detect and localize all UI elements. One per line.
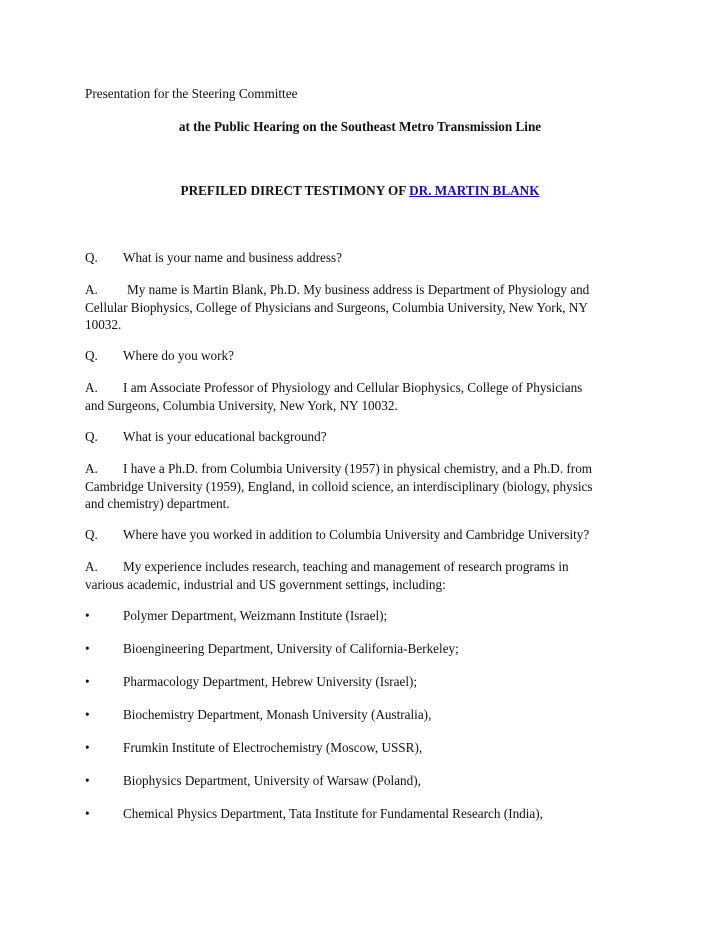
question-label: Q.: [85, 429, 98, 444]
list-item-text: Polymer Department, Weizmann Institute (Israel);: [123, 608, 388, 623]
answer-label: A.: [85, 282, 98, 297]
bullet-glyph: •: [85, 740, 90, 755]
answer-line: Cellular Biophysics, College of Physicians and Surgeons, Columbia University, New York, NY: [85, 299, 588, 315]
header-line-1: Presentation for the Steering Committee: [85, 86, 298, 101]
question-text: Where do you work?: [123, 348, 234, 363]
list-item-text: Bioengineering Department, University of California-Berkeley;: [123, 641, 459, 656]
question-2: [85, 347, 234, 364]
question-text: What is your educational background?: [123, 429, 327, 444]
bullet-glyph: •: [85, 608, 90, 623]
answer-line: various academic, industrial and US government settings, including:: [85, 576, 446, 592]
list-item: [85, 640, 459, 657]
answer-4: [85, 558, 645, 593]
question-label: Q.: [85, 348, 98, 363]
list-item: [85, 739, 422, 756]
answer-text: My experience includes research, teaching and management of research programs in: [123, 559, 569, 574]
answer-3: [85, 460, 645, 513]
testimony-title-prefix: PREFILED DIRECT TESTIMONY OF: [180, 183, 410, 198]
bullet-glyph: •: [85, 641, 90, 656]
question-label: Q.: [85, 527, 98, 542]
list-item-text: Frumkin Institute of Electrochemistry (Moscow, USSR),: [123, 740, 423, 755]
question-text: What is your name and business address?: [123, 250, 343, 265]
answer-line: 10032.: [85, 317, 122, 332]
answer-2: [85, 379, 645, 414]
answer-label: A.: [85, 380, 98, 395]
question-label: Q.: [85, 250, 98, 265]
question-4: [85, 526, 589, 543]
list-item: [85, 805, 543, 822]
answer-label: A.: [85, 559, 98, 574]
list-item: [85, 673, 417, 690]
answer-line: [85, 281, 645, 299]
answer-label: A.: [85, 461, 98, 476]
bullet-glyph: •: [85, 674, 90, 689]
list-item-text: Pharmacology Department, Hebrew University (Israel);: [123, 674, 418, 689]
list-item: [85, 706, 431, 723]
bullet-glyph: •: [85, 707, 90, 722]
list-item-text: Chemical Physics Department, Tata Institute for Fundamental Research (India),: [123, 806, 543, 821]
witness-name-link[interactable]: DR. MARTIN BLANK: [409, 183, 540, 198]
answer-line: [85, 558, 645, 576]
answer-1: [85, 281, 645, 334]
question-3: [85, 428, 327, 445]
list-item-text: Biophysics Department, University of Warsaw (Poland),: [123, 773, 421, 788]
list-item: [85, 772, 421, 789]
bullet-glyph: •: [85, 806, 90, 821]
answer-line: [85, 379, 645, 397]
question-text: Where have you worked in addition to Columbia University and Cambridge University?: [123, 527, 590, 542]
header-line-2: at the Public Hearing on the Southeast Metro Transmission Line: [178, 119, 542, 134]
answer-line: [85, 460, 645, 478]
testimony-title: [0, 182, 720, 199]
answer-text: I have a Ph.D. from Columbia University (1957) in physical chemistry, and a Ph.D. from: [123, 461, 593, 476]
answer-text: I am Associate Professor of Physiology and Cellular Biophysics, College of Physicians: [123, 380, 583, 395]
bullet-glyph: •: [85, 773, 90, 788]
list-item: [85, 607, 387, 624]
answer-line: and Surgeons, Columbia University, New York, NY 10032.: [85, 397, 398, 413]
answer-line: Cambridge University (1959), England, in colloid science, an interdisciplinary (biology, physics: [85, 478, 593, 494]
question-1: [85, 249, 342, 266]
list-item-text: Biochemistry Department, Monash University (Australia),: [123, 707, 432, 722]
answer-line: and chemistry) department.: [85, 496, 230, 511]
answer-text: My name is Martin Blank, Ph.D. My business address is Department of Physiology and: [127, 282, 590, 297]
